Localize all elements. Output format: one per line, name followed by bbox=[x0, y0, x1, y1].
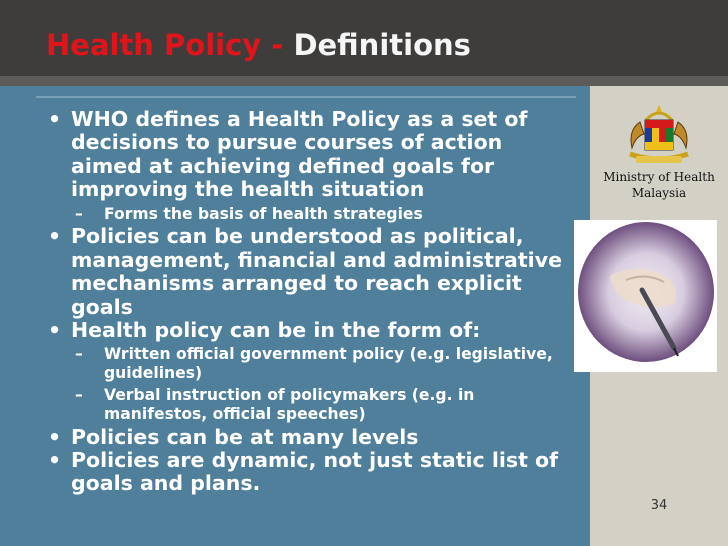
bullet-icon: • bbox=[48, 107, 62, 131]
bullet-text: Policies can be at many levels bbox=[71, 424, 419, 449]
coat-of-arms-logo bbox=[618, 104, 700, 172]
bullet-icon: • bbox=[48, 224, 62, 249]
ministry-label bbox=[590, 169, 728, 201]
bullet-item bbox=[48, 108, 568, 202]
sidebar-panel bbox=[590, 86, 728, 546]
title-definitions: Definitions bbox=[293, 28, 471, 62]
sub-bullet-item bbox=[48, 205, 568, 224]
title-bar-stripe bbox=[0, 76, 728, 86]
bullet-item bbox=[48, 449, 568, 496]
sub-bullet-item bbox=[48, 345, 568, 383]
bullet-item bbox=[48, 426, 568, 449]
title-health-policy: Health Policy - bbox=[46, 28, 294, 62]
page-number: 34 bbox=[650, 498, 668, 513]
slide-title bbox=[46, 28, 471, 62]
dash-icon: – bbox=[75, 204, 83, 223]
sub-bullet-text: Forms the basis of health strategies bbox=[104, 204, 423, 223]
bullet-icon: • bbox=[48, 318, 62, 343]
bullet-text: Policies can be understood as political, management, financial and administrative mechanisms arranged to reach explicit goals bbox=[71, 224, 562, 319]
bullet-item bbox=[48, 319, 568, 342]
divider bbox=[36, 96, 576, 98]
bullet-list bbox=[48, 108, 568, 496]
bullet-text: WHO defines a Health Policy as a set of decisions to pursue courses of action aimed at achieving defined goals for improving the health situation bbox=[71, 107, 528, 202]
dash-icon: – bbox=[75, 345, 83, 364]
ministry-line-2: Malaysia bbox=[631, 186, 687, 200]
sub-bullet-text: Verbal instruction of policymakers (e.g. in manifestos, official speeches) bbox=[104, 386, 475, 423]
bullet-icon: • bbox=[48, 448, 62, 473]
bullet-item bbox=[48, 225, 568, 319]
ministry-line-1: Ministry of Health bbox=[603, 170, 715, 184]
dash-icon: – bbox=[75, 386, 83, 405]
pen-writing-image bbox=[574, 220, 717, 372]
bullet-text: Health policy can be in the form of: bbox=[71, 318, 481, 343]
title-bar bbox=[0, 0, 728, 86]
sub-bullet-item bbox=[48, 386, 568, 424]
bullet-text: Policies are dynamic, not just static list of goals and plans. bbox=[71, 448, 559, 496]
bullet-icon: • bbox=[48, 424, 62, 449]
sub-bullet-text: Written official government policy (e.g. legislative, guidelines) bbox=[104, 345, 553, 383]
